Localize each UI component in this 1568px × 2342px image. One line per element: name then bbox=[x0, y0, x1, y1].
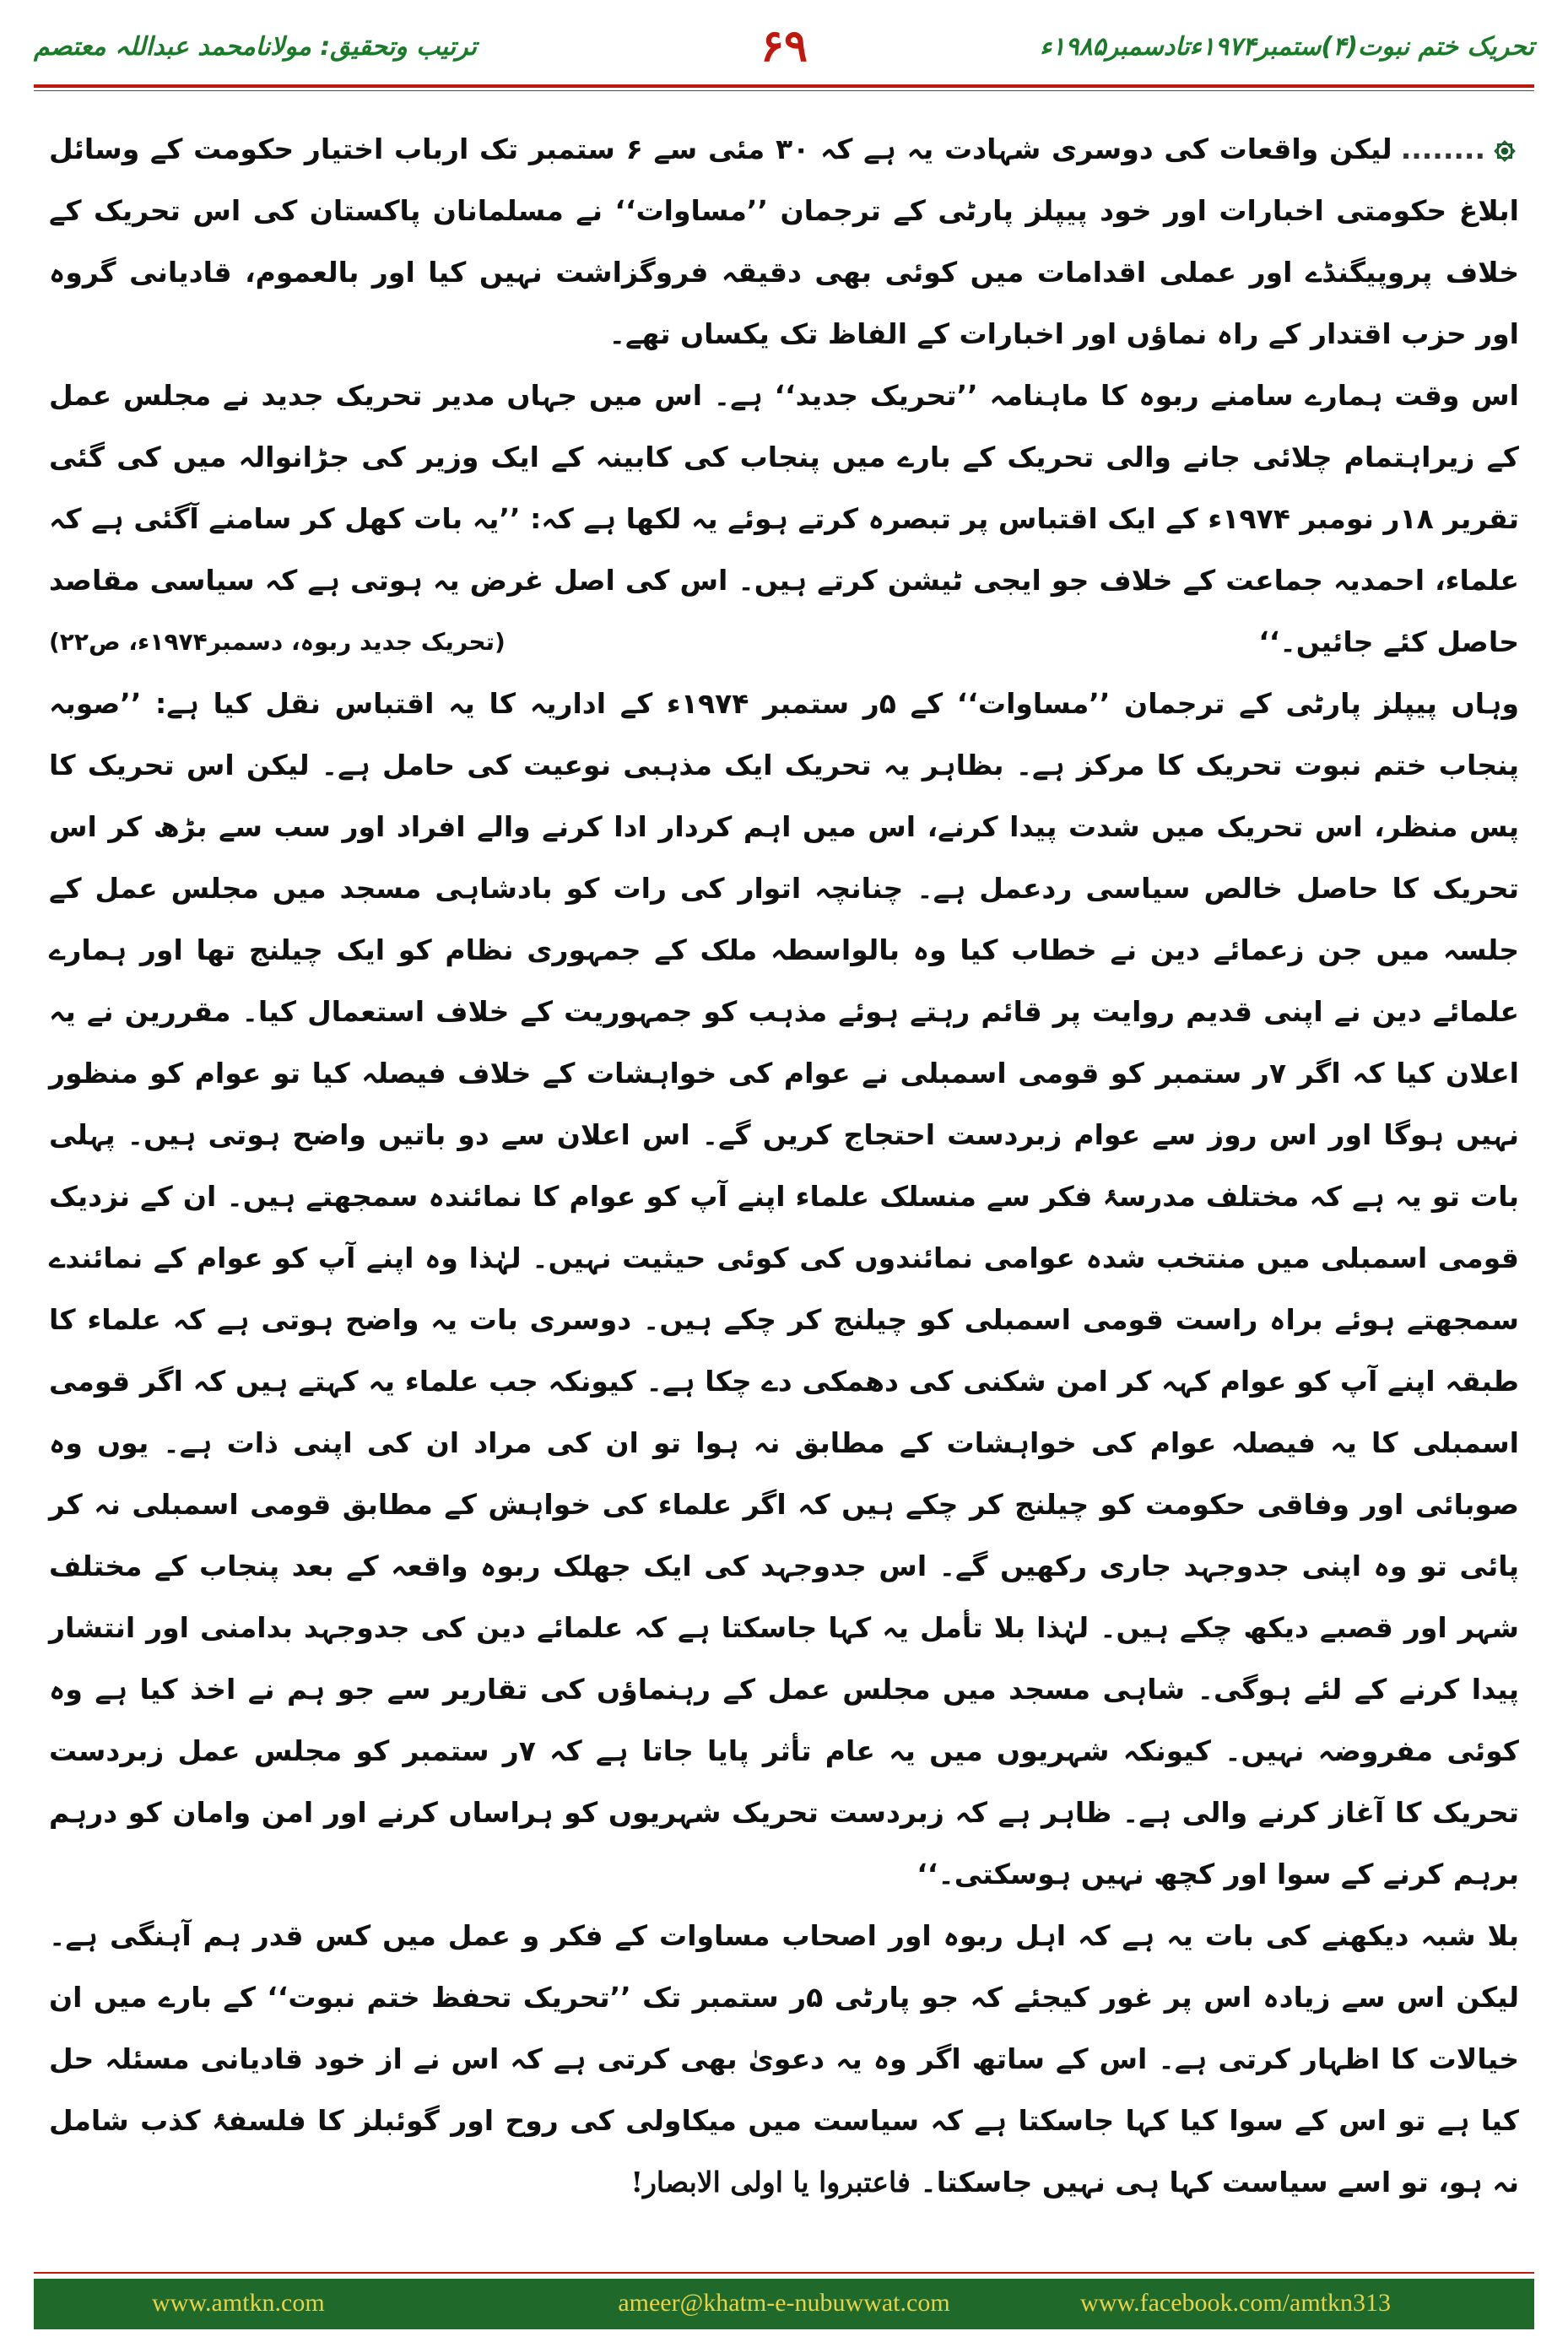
closing-verse: فاعتبروا یا اولی الابصار! bbox=[630, 2166, 911, 2199]
article-body bbox=[49, 118, 1519, 2228]
page-header bbox=[34, 20, 1534, 76]
citation: (تحریک جدید ربوہ، دسمبر۱۹۷۴ء، ص۲۲) bbox=[49, 628, 506, 656]
paragraph-4 bbox=[49, 1905, 1519, 2213]
paragraph-4-text: بلا شبہ دیکھنے کی بات یہ ہے کہ اہل ربوہ اور اصحاب مساوات کے فکر و عمل میں کس قدر ہم آہنگی ہے۔ لیکن اس سے زیادہ اس پر غور کیجئے کہ جو پارٹی ۵ر ستمبر تک ’’تحریک تحفظ ختم نبوت‘‘ کے بارے میں ان خیالات کا اظہار کرتی ہے۔ اس کے ساتھ اگر وہ یہ دعویٰ بھی کرتی ہے کہ اس نے از خود قادیانی مسئلہ حل کیا ہے تو اس کے سوا کیا کہا جاسکتا ہے کہ سیاست میں میکاولی کی روح اور گوئبلز کا فلسفۂ کذب شامل نہ ہو، تو اسے سیاست کہا ہی نہیں جاسکتا۔ bbox=[49, 1919, 1519, 2199]
paragraph-3-text: وہاں پیپلز پارٹی کے ترجمان ’’مساوات‘‘ کے ۵ر ستمبر ۱۹۷۴ء کے اداریہ کا یہ اقتباس نقل کیا ہے: ’’صوبہ پنجاب ختم نبوت تحریک کا مرکز ہے۔ بظاہر یہ تحریک ایک مذہبی نوعیت کی حامل ہے۔ لیکن اس تحریک کا پس منظر، اس تحریک میں شدت پیدا کرنے، اس میں اہم کردار ادا کرنے والے افراد اور سب سے بڑھ کر اس تحریک کا حاصل خالص سیاسی ردعمل ہے۔ چنانچہ اتوار کی رات کو بادشاہی مسجد میں مجلس عمل کے جلسہ میں جن زعمائے دین نے خطاب کیا وہ بالواسطہ ملک کے جمہوری نظام کو ایک چیلنج تھا اور ہمارے علمائے دین نے اپنی قدیم روایت پر قائم رہتے ہوئے مذہب کو جمہوریت کے خلاف استعمال کیا۔ مقررین نے یہ اعلان کیا کہ اگر ۷ر ستمبر کو قومی اسمبلی نے عوام کی خواہشات کے خلاف فیصلہ کیا تو عوام کو منظور نہیں ہوگا اور اس روز سے عوام زبردست احتجاج کریں گے۔ اس اعلان سے دو باتیں واضح ہوتی ہیں۔ پہلی بات تو یہ ہے کہ مختلف مدرسۂ فکر سے منسلک علماء اپنے آپ کو عوام کا نمائندہ سمجھتے ہیں۔ ان کے نزدیک قومی اسمبلی میں منتخب شدہ عوامی نمائندوں کی کوئی حیثیت نہیں۔ لہٰذا وہ اپنے آپ کو عوام کے نمائندے سمجھتے ہوئے براہ راست قومی اسمبلی کو چیلنج کر چکے ہیں۔ دوسری بات یہ واضح ہوتی ہے کہ علماء کا طبقہ اپنے آپ کو عوام کہہ کر امن شکنی کی دھمکی دے چکا ہے۔ کیونکہ جب علماء یہ کہتے ہیں کہ اگر قومی اسمبلی کا یہ فیصلہ عوام کی خواہشات کے مطابق نہ ہوا تو ان کی مراد ان کی اپنی ذات ہے۔ یوں وہ صوبائی اور وفاقی حکومت کو چیلنج کر چکے ہیں کہ اگر علماء کی خواہش کے مطابق قومی اسمبلی نہ کر پائی تو وہ اپنی جدوجہد جاری رکھیں گے۔ اس جدوجہد کی ایک جھلک ربوہ واقعہ کے بعد پنجاب کے مختلف شہر اور قصبے دیکھ چکے ہیں۔ لہٰذا بلا تأمل یہ کہا جاسکتا ہے کہ علمائے دین کی جدوجہد بدامنی اور انتشار پیدا کرنے کے لئے ہوگی۔ شاہی مسجد میں مجلس عمل کے رہنماؤں کی تقاریر سے جو ہم نے اخذ کیا ہے وہ کوئی مفروضہ نہیں۔ کیونکہ شہریوں میں یہ عام تأثر پایا جاتا ہے کہ ۷ر ستمبر کو مجلس عمل زبردست تحریک کا آغاز کرنے والی ہے۔ ظاہر ہے کہ زبردست تحریک شہریوں کو ہراساں کرنے اور امن وامان کو درہم برہم کرنے کے سوا اور کچھ نہیں ہوسکتی۔‘‘ bbox=[49, 687, 1519, 1890]
footer-rule bbox=[34, 2272, 1534, 2274]
facebook-link[interactable]: www.facebook.com/amtkn313 bbox=[1080, 2289, 1391, 2317]
paragraph-1 bbox=[49, 118, 1519, 365]
website-link[interactable]: www.amtkn.com bbox=[152, 2289, 325, 2317]
leader-dots: ........ bbox=[1400, 133, 1485, 165]
series-title: تحریک ختم نبوت(۴)ستمبر۱۹۷۴ءتادسمبر۱۹۸۵ء bbox=[1040, 32, 1534, 62]
email-link[interactable]: ameer@khatm-e-nubuwwat.com bbox=[618, 2289, 950, 2317]
ornament-bullet-icon bbox=[1490, 137, 1519, 165]
paragraph-3 bbox=[49, 673, 1519, 1905]
header-rule-thin bbox=[34, 90, 1534, 91]
page-number: ۶۹ bbox=[760, 20, 808, 72]
compiler-credit: ترتیب وتحقیق: مولانامحمد عبداللہ معتصم bbox=[34, 32, 477, 62]
paragraph-2-text: اس وقت ہمارے سامنے ربوہ کا ماہنامہ ’’تحریک جدید‘‘ ہے۔ اس میں جہاں مدیر تحریک جدید نے مجلس عمل کے زیراہتمام چلائی جانے والی تحریک کے بارے میں پنجاب کی کابینہ کے ایک وزیر کی جڑانوالہ میں کی گئی تقریر ۱۸ر نومبر ۱۹۷۴ء کے ایک اقتباس پر تبصرہ کرتے ہوئے یہ لکھا ہے کہ: ’’یہ بات کھل کر سامنے آگئی ہے کہ علماء، احمدیہ جماعت کے خلاف جو ایجی ٹیشن کرتے ہیں۔ اس کی اصل غرض یہ ہوتی ہے کہ سیاسی مقاصد حاصل کئے جائیں۔‘‘ bbox=[49, 379, 1519, 658]
header-rule bbox=[34, 84, 1534, 88]
paragraph-1-text: لیکن واقعات کی دوسری شہادت یہ ہے کہ ۳۰ مئی سے ۶ ستمبر تک ارباب اختیار حکومت کے وسائل ابلاغ حکومتی اخبارات اور خود پیپلز پارٹی کے ترجمان ’’مساوات‘‘ نے مسلمانان پاکستان کی اس تحریک کے خلاف پروپیگنڈے اور عملی اقدامات میں کوئی بھی دقیقہ فروگزاشت نہیں کیا اور بالعموم، قادیانی گروہ اور حزب اقتدار کے راہ نماؤں اور اخبارات کے الفاظ تک یکساں تھے۔ bbox=[49, 133, 1519, 350]
page-footer bbox=[34, 2279, 1534, 2329]
